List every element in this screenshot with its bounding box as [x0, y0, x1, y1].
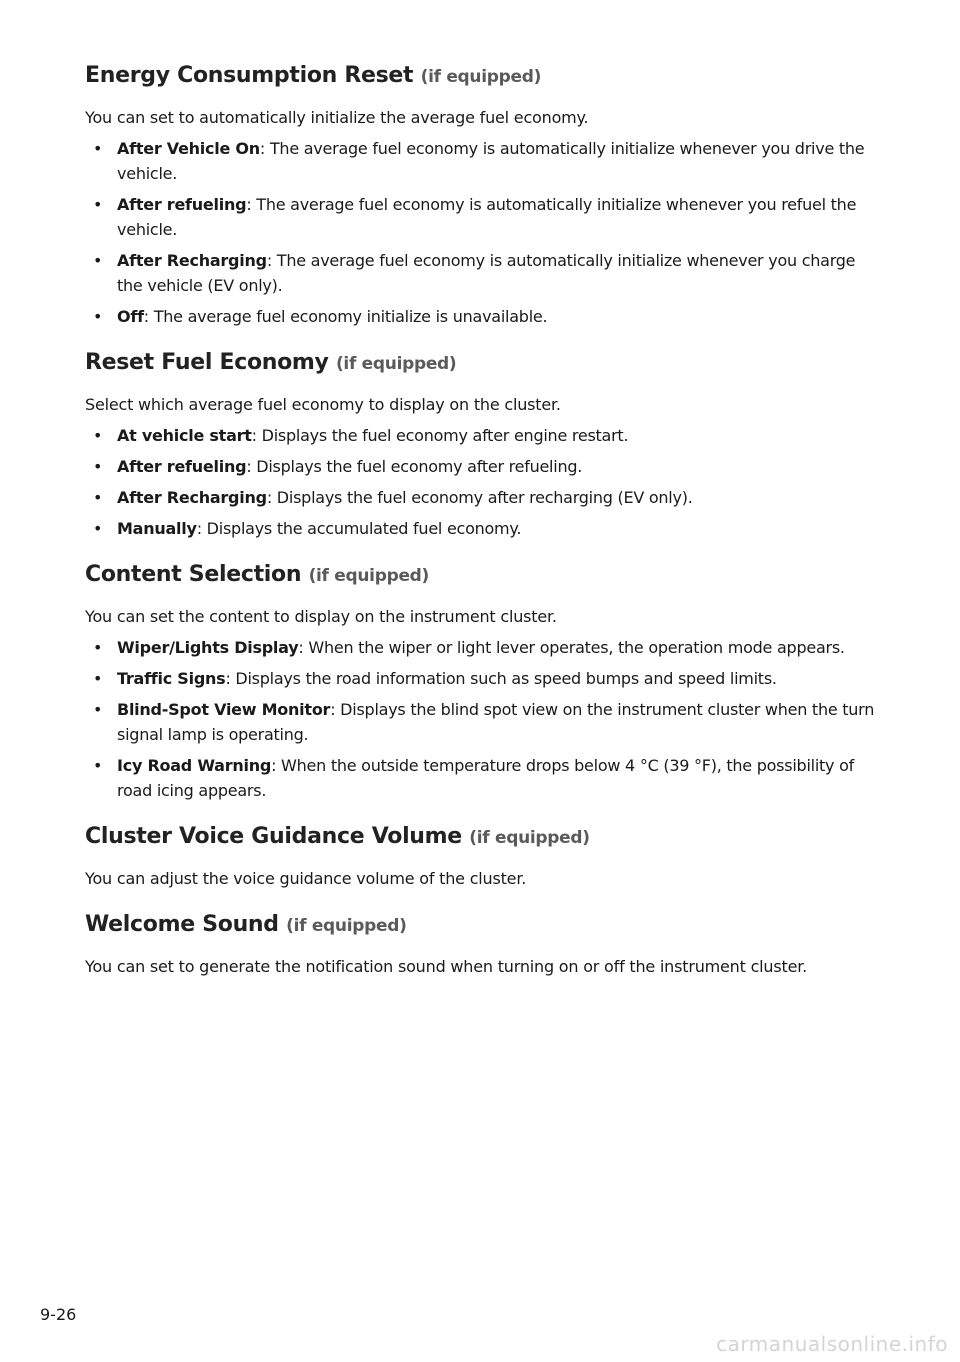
section-title	[85, 555, 885, 596]
bullet-list	[85, 136, 885, 329]
section-intro: You can adjust the voice guidance volume of the cluster.	[85, 869, 527, 888]
item-term: Wiper/Lights Display	[117, 638, 299, 657]
bullet-icon: •	[93, 139, 103, 158]
list-item	[85, 304, 885, 329]
bullet-icon: •	[93, 195, 103, 214]
item-term: After refueling	[117, 457, 247, 476]
item-term: Blind-Spot View Monitor	[117, 700, 331, 719]
item-text: : Displays the blind spot view on the instrument cluster when the turn signal lamp is operating.	[117, 700, 875, 744]
if-equipped-tag: (if equipped)	[420, 67, 542, 87]
item-text: : When the wiper or light lever operates, the operation mode appears.	[298, 638, 845, 657]
item-term: After Recharging	[117, 488, 267, 507]
list-item	[85, 136, 885, 186]
item-text: : Displays the fuel economy after recharging (EV only).	[266, 488, 693, 507]
list-item	[85, 753, 885, 803]
section-energy-consumption-reset	[85, 56, 885, 329]
if-equipped-tag: (if equipped)	[469, 828, 590, 848]
item-term: After Recharging	[117, 251, 267, 270]
item-text: : Displays the road information such as speed bumps and speed limits.	[225, 669, 777, 688]
bullet-icon: •	[93, 756, 103, 775]
item-term: After refueling	[117, 195, 247, 214]
section-intro: Select which average fuel economy to display on the cluster.	[85, 395, 561, 414]
if-equipped-tag: (if equipped)	[308, 566, 430, 586]
list-item	[85, 454, 885, 479]
bullet-icon: •	[93, 457, 103, 476]
item-text: : The average fuel economy initialize is unavailable.	[143, 307, 548, 326]
list-item	[85, 423, 885, 448]
list-item	[85, 635, 885, 660]
section-title-text: Energy Consumption Reset	[85, 63, 414, 88]
section-title	[85, 817, 885, 858]
list-item	[85, 516, 885, 541]
bullet-list	[85, 635, 885, 803]
list-item	[85, 192, 885, 242]
section-intro: You can set the content to display on the instrument cluster.	[85, 607, 557, 626]
list-item	[85, 485, 885, 510]
item-term: Manually	[117, 519, 197, 538]
watermark-text: carmanualsonline.info	[716, 1332, 948, 1356]
item-term: Icy Road Warning	[117, 756, 272, 775]
section-title	[85, 56, 885, 97]
item-text: : The average fuel economy is automatically initialize whenever you drive the vehicle.	[117, 139, 865, 183]
list-item	[85, 697, 885, 747]
section-title	[85, 343, 885, 384]
page-number: 9-26	[40, 1305, 77, 1324]
if-equipped-tag: (if equipped)	[286, 916, 407, 936]
bullet-icon: •	[93, 638, 103, 657]
section-title-text: Welcome Sound	[85, 912, 279, 937]
section-content-selection	[85, 555, 885, 803]
item-term: Traffic Signs	[117, 669, 226, 688]
section-intro: You can set to generate the notification sound when turning on or off the instrument cluster.	[85, 957, 808, 976]
manual-page	[85, 56, 885, 993]
item-text: : The average fuel economy is automatically initialize whenever you charge the vehicle (EV only).	[117, 251, 856, 295]
bullet-icon: •	[93, 251, 103, 270]
list-item	[85, 248, 885, 298]
section-cluster-voice-guidance-volume	[85, 817, 885, 891]
item-text: : When the outside temperature drops below 4 °C (39 °F), the possibility of road icing appears.	[117, 756, 855, 800]
bullet-icon: •	[93, 488, 103, 507]
if-equipped-tag: (if equipped)	[335, 354, 457, 374]
bullet-icon: •	[93, 669, 103, 688]
item-text: : The average fuel economy is automatically initialize whenever you refuel the vehicle.	[117, 195, 857, 239]
item-text: : Displays the fuel economy after refueling.	[246, 457, 583, 476]
section-title-text: Content Selection	[85, 562, 302, 587]
item-term: After Vehicle On	[117, 139, 260, 158]
bullet-icon: •	[93, 519, 103, 538]
section-title-text: Cluster Voice Guidance Volume	[85, 824, 462, 849]
section-reset-fuel-economy	[85, 343, 885, 541]
section-title	[85, 905, 885, 946]
section-intro: You can set to automatically initialize the average fuel economy.	[85, 108, 589, 127]
bullet-list	[85, 423, 885, 541]
section-welcome-sound	[85, 905, 885, 979]
bullet-icon: •	[93, 700, 103, 719]
bullet-icon: •	[93, 307, 103, 326]
item-term: Off	[117, 307, 144, 326]
item-text: : Displays the accumulated fuel economy.	[196, 519, 522, 538]
bullet-icon: •	[93, 426, 103, 445]
list-item	[85, 666, 885, 691]
item-text: : Displays the fuel economy after engine restart.	[251, 426, 629, 445]
item-term: At vehicle start	[117, 426, 252, 445]
section-title-text: Reset Fuel Economy	[85, 350, 329, 375]
